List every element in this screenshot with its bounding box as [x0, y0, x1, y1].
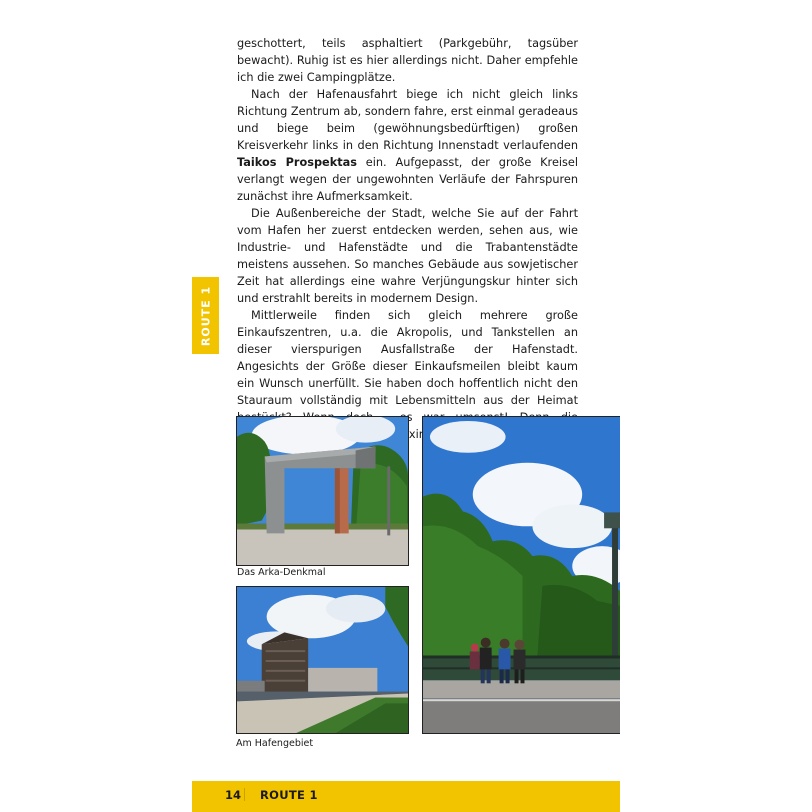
route-side-tab-label: ROUTE 1: [199, 285, 212, 346]
page-footer: [192, 781, 620, 812]
paragraph-2-part-1: Nach der Hafenausfahrt biege ich nicht gleich links Richtung Zentrum ab, sondern fahre, erst einmal geradeaus und biege beim (gewöhnungsbedürftigen) großen Kreisverkehr links in den Richtung Innenstadt verlaufenden: [237, 88, 578, 152]
photo-arka-monument: [236, 416, 409, 566]
paragraph-4: Mittlerweile finden sich gleich mehrere große Einkaufszentren, u.a. die Akropolis, und Tankstellen an dieser vierspurigen Ausfallstraße der Hafenstadt. Angesichts der Größe dieser Einkaufsmeilen bleibt kaum ein Wunsch unerfüllt. Sie haben doch hoffentlich nicht den Stauraum vollständig mit Lebensmitteln aus der Heimat maxima: [237, 309, 578, 441]
page-number: 14: [225, 788, 242, 802]
caption-arka: Das Arka-Denkmal: [237, 567, 326, 578]
photo-bridge-street: [422, 416, 620, 734]
paragraph-2: [237, 86, 578, 205]
bridge-image: [423, 417, 620, 733]
photo-hafengebiet: [236, 586, 409, 734]
paragraph-3: Die Außenbereiche der Stadt, welche Sie auf der Fahrt vom Hafen her zuerst entdecken werden, sehen aus, wie Industrie- und Hafenstädte und die Trabantenstädte meistens aussehen. So manches Gebäude aus sowjetischer Zeit hat allerdings eine wahre Verjüngungskur hinter sich und erstrahlt bereits in modernem Design.: [237, 207, 578, 305]
caption-hafen: Am Hafengebiet: [236, 738, 314, 749]
paragraph-1: geschottert, teils asphaltiert (Parkgebühr, tagsüber bewacht). Ruhig ist es hier allerdings nicht. Daher empfehle ich die zwei Campingplätze.: [237, 37, 578, 84]
route-side-tab: [192, 277, 219, 354]
harbor-image: [237, 587, 408, 733]
arka-monument-image: [237, 417, 408, 565]
street-name-bold: Taikos Prospektas: [237, 156, 357, 169]
paragraph-2-part-2: ein. Aufgepasst, der große Kreisel verlangt wegen der ungewohnten Verläufe der Fahrspuren zunächst ihre Aufmerksamkeit.: [237, 156, 579, 203]
footer-separator: [244, 788, 245, 801]
footer-route-label: ROUTE 1: [260, 788, 318, 802]
body-text: [237, 35, 578, 460]
